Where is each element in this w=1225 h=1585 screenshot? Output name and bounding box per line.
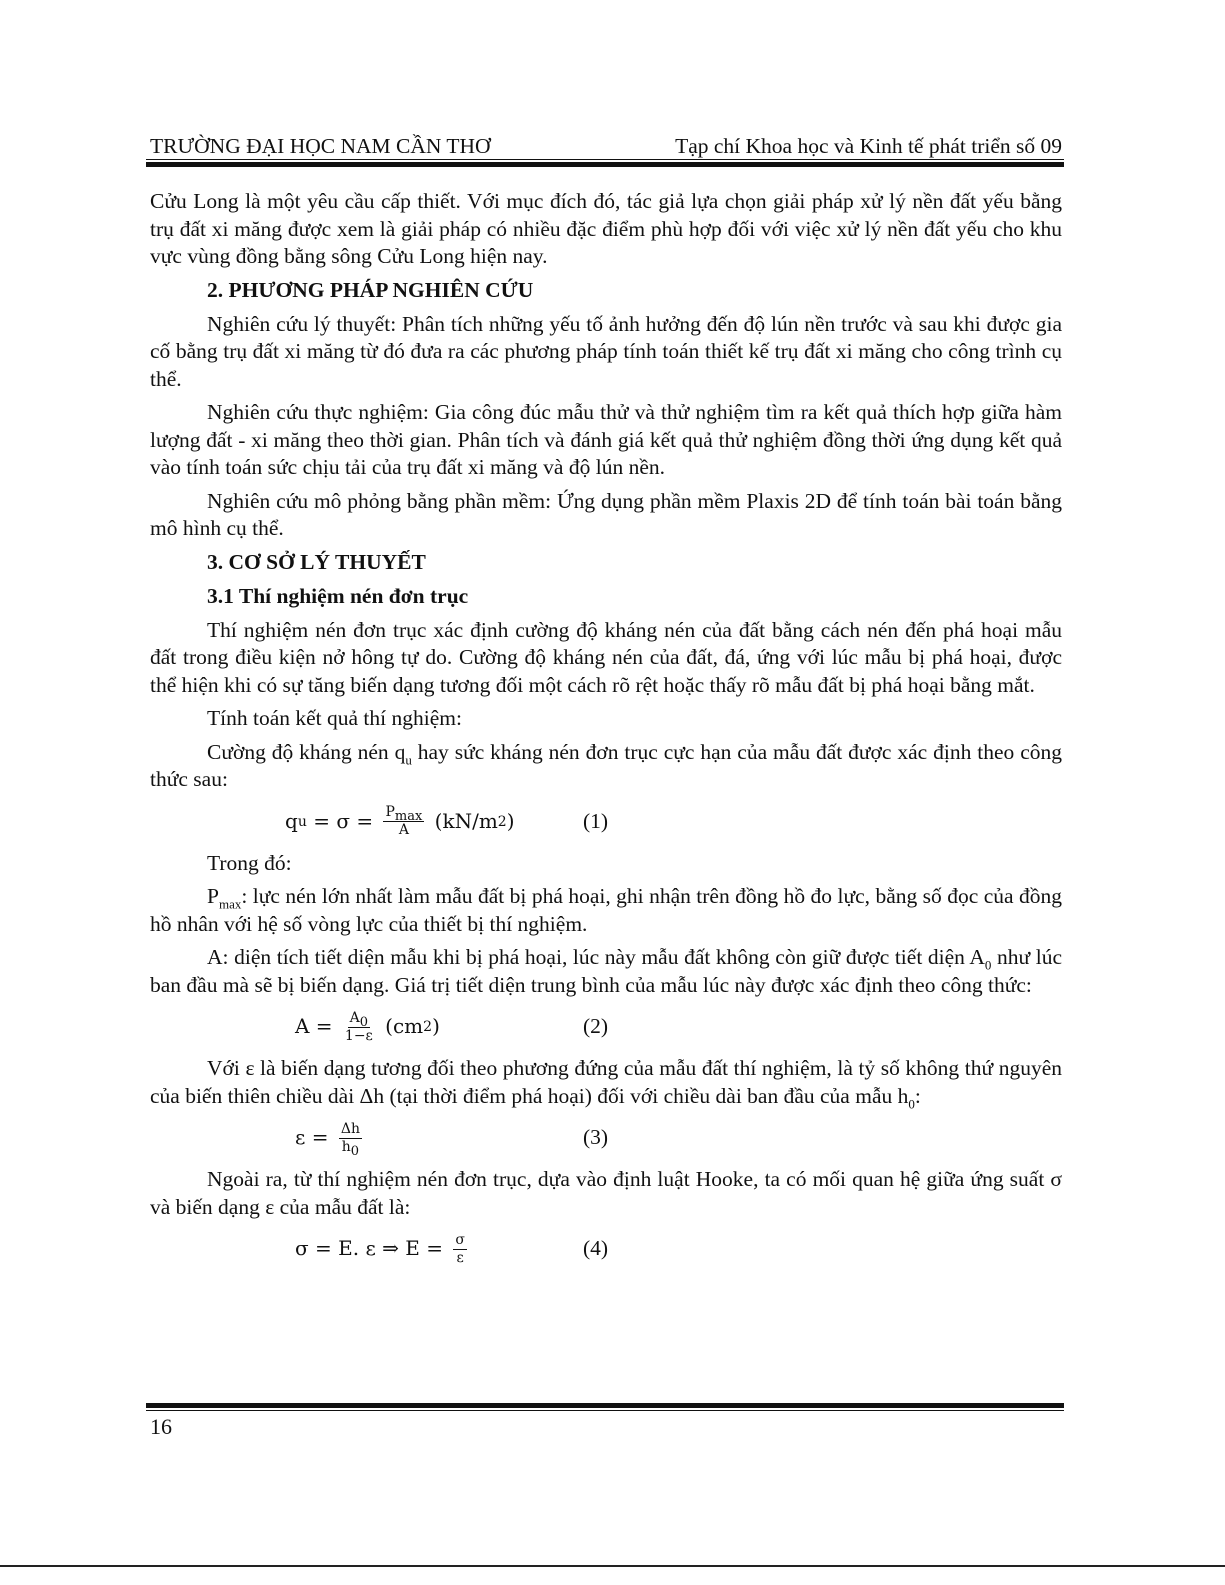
- scan-bottom-edge: [0, 1565, 1225, 1585]
- eq1-fraction: $\frac{P_{max}}{A}$: [385, 804, 423, 838]
- equation-2: A = $\frac{A_0}{1-\varepsilon}$ (cm 2 ) (2): [295, 1009, 609, 1044]
- equation-4-number: (4): [583, 1236, 609, 1261]
- strain-definition: Với ε là biến dạng tương đối theo phương đứng của mẫu đất thí nghiệm, là tỷ số không thứ nguyên của biến thiên chiều dài Δh (tại thời điểm phá hoại) đối với chiều dài ban đầu của mẫu $h_0$:: [150, 1056, 1062, 1111]
- section-3-1-heading: 3.1 Thí nghiệm nén đơn trục: [207, 583, 469, 608]
- area-definition: A: diện tích tiết diện mẫu khi bị phá hoại, lúc này mẫu đất không còn giữ được tiết diện $A_0$ như lúc ban đầu mà sẽ bị biến dạng. Giá trị tiết diện trung bình của mẫu lúc này được xác định theo công thức:: [150, 945, 1063, 997]
- pmax-definition: $P_{max}$: lực nén lớn nhất làm mẫu đất bị phá hoại, ghi nhận trên đồng hồ đo lực, bằng số đọc của đồng hồ nhân với hệ số vòng lực của thiết bị thí nghiệm.: [150, 884, 1062, 936]
- page-content: [150, 188, 1062, 1277]
- section-2-heading: 2. PHƯƠNG PHÁP NGHIÊN CỨU: [207, 277, 534, 302]
- intro-continuation: Cửu Long là một yêu cầu cấp thiết. Với mục đích đó, tác giả lựa chọn giải pháp xử lý nền đất yếu bằng trụ đất xi măng được xem là giải pháp có nhiều đặc điểm phù hợp đối với việc xử lý nền đất yếu cho khu vực vùng đồng bằng sông Cửu Long hiện nay.: [150, 189, 1062, 268]
- section-3-1-paragraph: Thí nghiệm nén đơn trục xác định cường độ kháng nén của đất bằng cách nén đến phá hoại mẫu đất trong điều kiện nở hông tự do. Cường độ kháng nén của đất, đá, ứng với lúc mẫu bị phá hoại, được thể hiện khi có sự tăng biến dạng tương đối một cách rõ rệt hoặc thấy rõ mẫu đất bị phá hoại bằng mắt.: [150, 617, 1062, 697]
- eq3-fraction: $\frac{\Delta h}{h_0}$: [340, 1120, 360, 1159]
- eq4-fraction: $\frac{\sigma}{\varepsilon}$: [455, 1231, 465, 1266]
- section-2-simulation-paragraph: Nghiên cứu mô phỏng bằng phần mềm: Ứng dụng phần mềm Plaxis 2D để tính toán bài toán bằng mô hình cụ thể.: [150, 488, 1062, 540]
- equation-1: q u = σ = $\frac{P_{max}}{A}$ (kN/m 2 ) (1): [285, 804, 609, 838]
- page-number: 16: [150, 1414, 172, 1439]
- footer-rule: [146, 1403, 1064, 1412]
- section-2-experiment-paragraph: Nghiên cứu thực nghiệm: Gia công đúc mẫu thử và thử nghiệm tìm ra kết quả thích hợp giữa hàm lượng đất - xi măng theo thời gian. Phân tích và đánh giá kết quả thử nghiệm đồng thời ứng dụng kết quả vào tính toán sức chịu tải của trụ đất xi măng và độ lún nền.: [150, 400, 1062, 479]
- equation-4: σ = E. ε ⇒ E = $\frac{\sigma}{\varepsilon}$ (4): [295, 1231, 609, 1266]
- calc-intro: Tính toán kết quả thí nghiệm:: [207, 706, 462, 730]
- where-label: Trong đó:: [207, 850, 292, 875]
- hooke-paragraph: Ngoài ra, từ thí nghiệm nén đơn trục, dựa vào định luật Hooke, ta có mối quan hệ giữa ứng suất σ và biến dạng ε của mẫu đất là:: [150, 1167, 1062, 1219]
- equation-1-number: (1): [583, 808, 609, 833]
- header-institution: TRƯỜNG ĐẠI HỌC NAM CẦN THƠ: [150, 134, 491, 158]
- equation-2-number: (2): [583, 1014, 609, 1039]
- header-rule: [146, 159, 1064, 168]
- equation-3-number: (3): [583, 1125, 609, 1150]
- equation-3: ε = $\frac{\Delta h}{h_0}$ (3): [295, 1120, 609, 1159]
- section-2-theory-paragraph: Nghiên cứu lý thuyết: Phân tích những yếu tố ảnh hưởng đến độ lún nền trước và sau khi được gia cố bằng trụ đất xi măng từ đó đưa ra các phương pháp tính toán thiết kế trụ đất xi măng cho công trình cụ thể.: [150, 311, 1062, 391]
- eq2-fraction: $\frac{A_0}{1-\varepsilon}$: [344, 1009, 373, 1044]
- section-3-heading: 3. CƠ SỞ LÝ THUYẾT: [207, 549, 426, 574]
- qu-paragraph: Cường độ kháng nén $q_u$ hay sức kháng nén đơn trục cực hạn của mẫu đất được xác định theo công thức sau:: [150, 739, 1062, 791]
- running-header: [150, 133, 1062, 159]
- header-journal: Tạp chí Khoa học và Kinh tế phát triển số 09: [675, 134, 1062, 158]
